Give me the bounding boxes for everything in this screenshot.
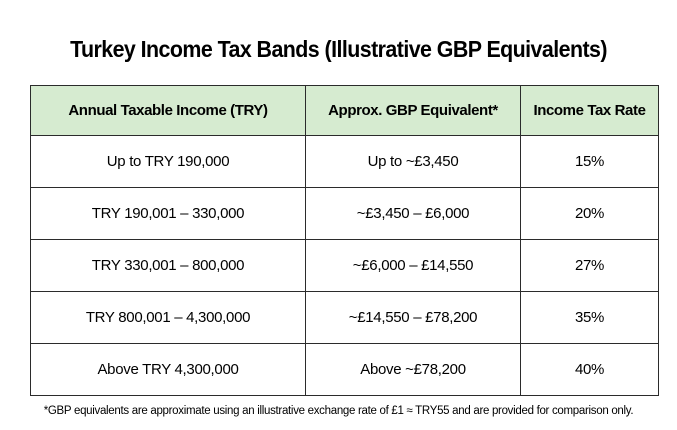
column-header-rate: Income Tax Rate: [521, 86, 659, 136]
rate-cell: 15%: [521, 136, 659, 188]
table-row: [31, 136, 659, 188]
table-row: [31, 344, 659, 396]
page-title: Turkey Income Tax Bands (Illustrative GBP Equivalents): [70, 36, 607, 62]
table-row: [31, 188, 659, 240]
gbp-cell: Above ~£78,200: [306, 344, 521, 396]
rate-cell: 35%: [521, 292, 659, 344]
rate-cell: 20%: [521, 188, 659, 240]
income-cell: TRY 330,001 – 800,000: [31, 240, 306, 292]
table-row: [31, 240, 659, 292]
rate-cell: 27%: [521, 240, 659, 292]
gbp-cell: ~£3,450 – £6,000: [306, 188, 521, 240]
footnote: *GBP equivalents are approximate using an illustrative exchange rate of £1 ≈ TRY55 and are provided for comparison only.: [43, 405, 634, 417]
table-header-row: [31, 86, 659, 136]
gbp-cell: ~£6,000 – £14,550: [306, 240, 521, 292]
table-row: [31, 292, 659, 344]
income-cell: Above TRY 4,300,000: [31, 344, 306, 396]
tax-bands-table: [30, 85, 659, 396]
gbp-cell: Up to ~£3,450: [306, 136, 521, 188]
income-cell: TRY 190,001 – 330,000: [31, 188, 306, 240]
column-header-gbp: Approx. GBP Equivalent*: [306, 86, 521, 136]
gbp-cell: ~£14,550 – £78,200: [306, 292, 521, 344]
income-cell: Up to TRY 190,000: [31, 136, 306, 188]
column-header-income: Annual Taxable Income (TRY): [31, 86, 306, 136]
rate-cell: 40%: [521, 344, 659, 396]
income-cell: TRY 800,001 – 4,300,000: [31, 292, 306, 344]
